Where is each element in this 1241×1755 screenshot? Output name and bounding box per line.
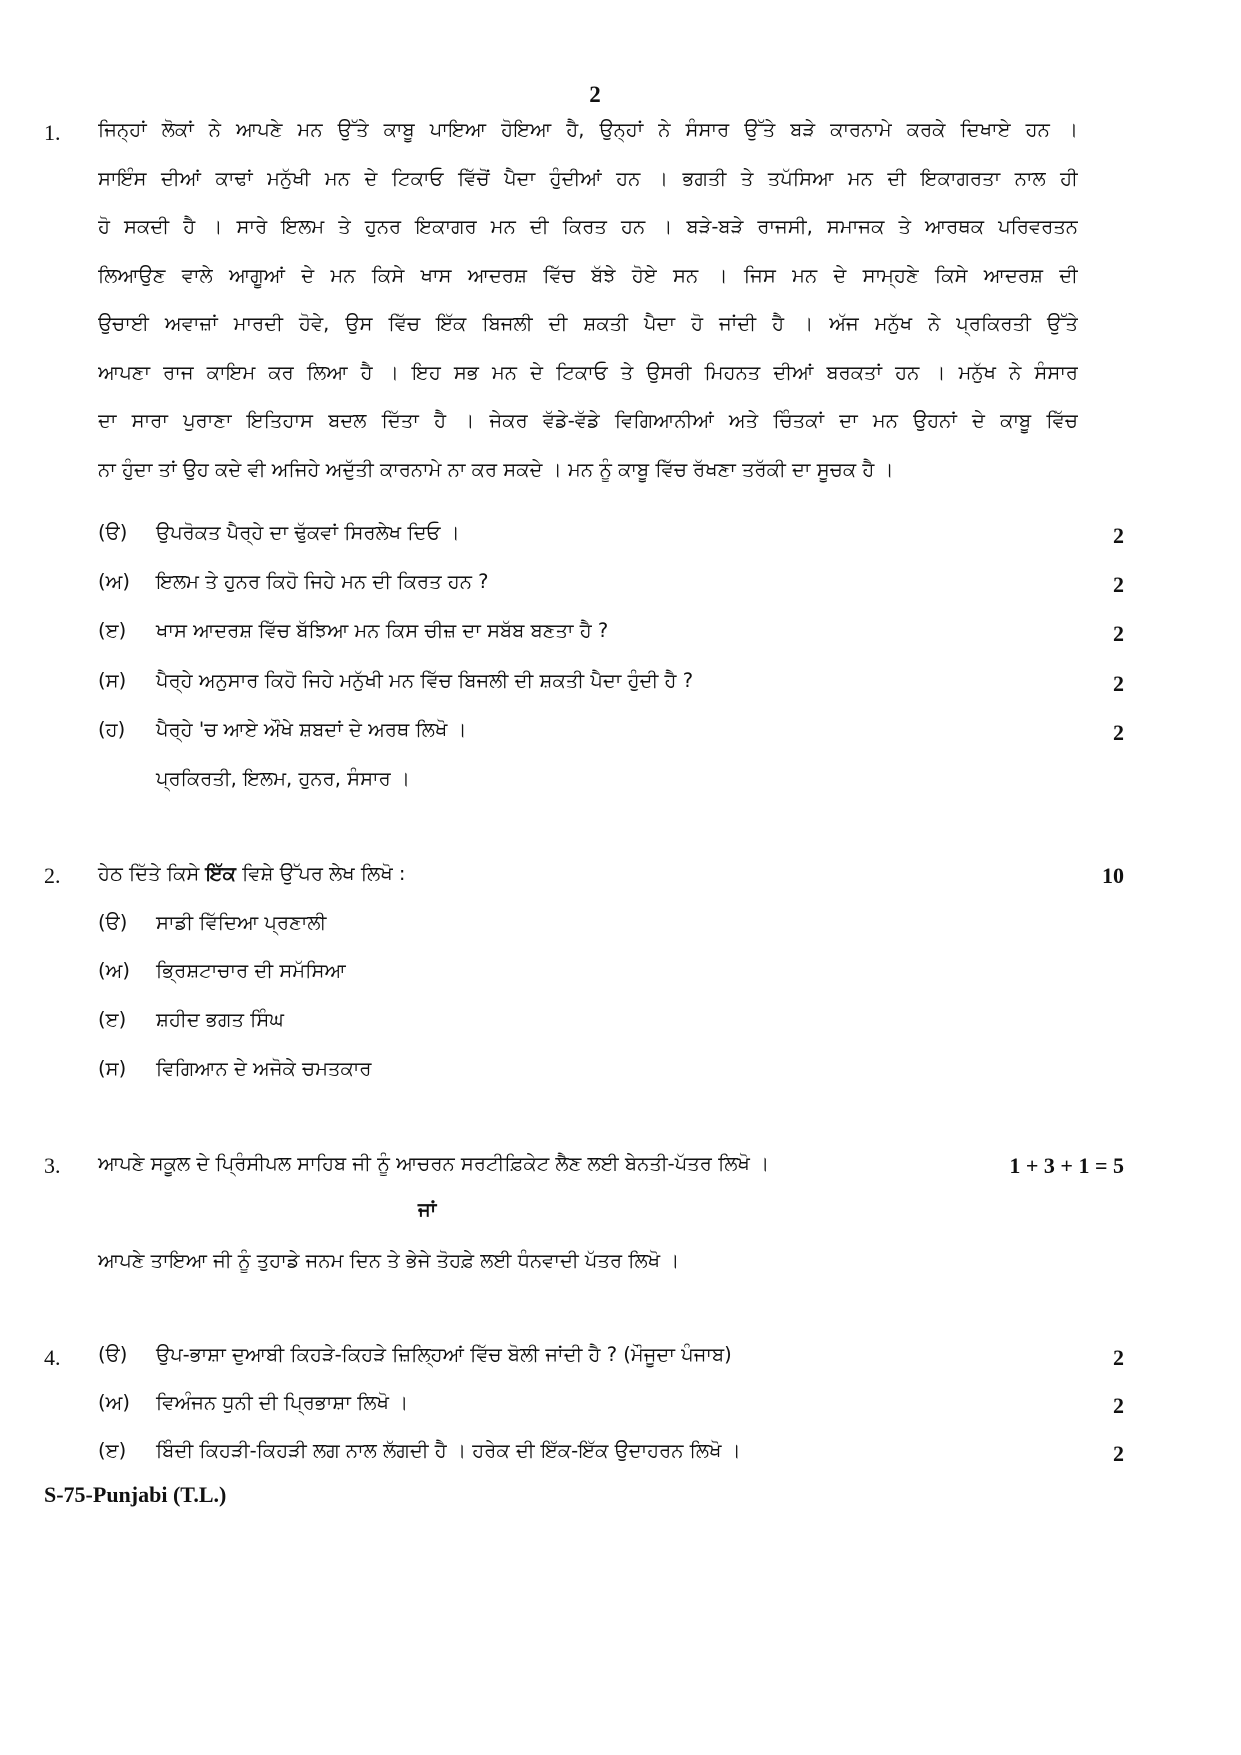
q1-sub-e: [98, 718, 467, 741]
question-3-number: 3.: [44, 1153, 61, 1178]
sub-text: ਖਾਸ ਆਦਰਸ਼ ਵਿੱਚ ਬੱਝਿਆ ਮਨ ਕਿਸ ਚੀਜ਼ ਦਾ ਸਬੱਬ ਬਣਤਾ ਹੈ ?: [156, 619, 609, 642]
question-3-alt-prompt: ਆਪਣੇ ਤਾਇਆ ਜੀ ਨੂੰ ਤੁਹਾਡੇ ਜਨਮ ਦਿਨ ਤੇ ਭੇਜੇ ਤੋਹਫ਼ੇ ਲਈ ਧੰਨਵਾਦੀ ਪੱਤਰ ਲਿਖੋ ।: [98, 1249, 680, 1272]
q1-sub-d: [98, 669, 693, 692]
q1-sub-a: [98, 521, 460, 544]
prompt-text: ਹੇਠ ਦਿੱਤੇ ਕਿਸੇ: [98, 862, 206, 885]
passage-line: ਦਾ ਸਾਰਾ ਪੁਰਾਣਾ ਇਤਿਹਾਸ ਬਦਲ ਦਿੱਤਾ ਹੈ । ਜੇਕਰ ਵੱਡੇ-ਵੱਡੇ ਵਿਗਿਆਨੀਆਂ ਅਤੇ ਚਿੰਤਕਾਂ ਦਾ ਮਨ ਉਹਨਾਂ ਦੇ ਕਾਬੂ ਵਿੱਚ: [98, 409, 1078, 432]
sub-text: ਬਿੰਦੀ ਕਿਹੜੀ-ਕਿਹੜੀ ਲਗ ਨਾਲ ਲੱਗਦੀ ਹੈ । ਹਰੇਕ ਦੀ ਇੱਕ-ਇੱਕ ਉਦਾਹਰਨ ਲਿਖੋ ।: [156, 1439, 741, 1462]
passage-line: ਜਿਨ੍ਹਾਂ ਲੋਕਾਂ ਨੇ ਆਪਣੇ ਮਨ ਉੱਤੇ ਕਾਬੂ ਪਾਇਆ ਹੋਇਆ ਹੈ, ਉਨ੍ਹਾਂ ਨੇ ਸੰਸਾਰ ਉੱਤੇ ਬੜੇ ਕਾਰਨਾਮੇ ਕਰਕੇ ਦਿਖਾਏ ਹਨ ।: [98, 118, 1078, 141]
sub-text: ਇਲਮ ਤੇ ਹੁਨਰ ਕਿਹੋ ਜਿਹੇ ਮਨ ਦੀ ਕਿਰਤ ਹਨ ?: [156, 570, 489, 593]
option-label: (ੲ): [98, 1008, 127, 1031]
q1-word-list: ਪ੍ਰਕਿਰਤੀ, ਇਲਮ, ਹੁਨਰ, ਸੰਸਾਰ ।: [156, 767, 411, 790]
q4-sub-b: [98, 1391, 408, 1414]
prompt-text: ਵਿਸ਼ੇ ਉੱਪਰ ਲੇਖ ਲਿਖੋ :: [235, 862, 406, 885]
option-text: ਸ਼ਹੀਦ ਭਗਤ ਸਿੰਘ: [156, 1008, 284, 1031]
sub-label: (ਅ): [98, 1391, 130, 1414]
q1-sub-c-marks: 2: [1113, 621, 1124, 646]
question-4-number: 4.: [44, 1345, 61, 1370]
q1-sub-b-marks: 2: [1113, 572, 1124, 597]
q1-sub-d-marks: 2: [1113, 671, 1124, 696]
q2-option-b: [98, 959, 346, 982]
sub-label: (ੲ): [98, 1439, 127, 1462]
q4-sub-a: [98, 1343, 732, 1366]
sub-text: ਉਪਰੋਕਤ ਪੈਰ੍ਹੇ ਦਾ ਢੁੱਕਵਾਂ ਸਿਰਲੇਖ ਦਿਓ ।: [156, 521, 460, 544]
question-3-marks: 1 + 3 + 1 = 5: [1009, 1153, 1124, 1178]
option-text: ਵਿਗਿਆਨ ਦੇ ਅਜੋਕੇ ਚਮਤਕਾਰ: [156, 1057, 372, 1080]
q4-sub-c-marks: 2: [1113, 1441, 1124, 1466]
q1-sub-c: [98, 619, 608, 642]
passage-line: ਸਾਇੰਸ ਦੀਆਂ ਕਾਢਾਂ ਮਨੁੱਖੀ ਮਨ ਦੇ ਟਿਕਾਓ ਵਿੱਚੋਂ ਪੈਦਾ ਹੁੰਦੀਆਂ ਹਨ । ਭਗਤੀ ਤੇ ਤਪੱਸਿਆ ਮਨ ਦੀ ਇਕਾਗਰਤਾ ਨਾਲ ਹੀ: [98, 166, 1078, 190]
option-label: (ਅ): [98, 959, 130, 982]
passage-line: ਹੋ ਸਕਦੀ ਹੈ । ਸਾਰੇ ਇਲਮ ਤੇ ਹੁਨਰ ਇਕਾਗਰ ਮਨ ਦੀ ਕਿਰਤ ਹਨ । ਬੜੇ-ਬੜੇ ਰਾਜਸੀ, ਸਮਾਜਕ ਤੇ ਆਰਥਕ ਪਰਿਵਰਤਨ: [98, 215, 1078, 238]
q2-option-c: [98, 1008, 284, 1031]
option-text: ਸਾਡੀ ਵਿੱਦਿਆ ਪ੍ਰਣਾਲੀ: [156, 911, 327, 934]
question-3-prompt: ਆਪਣੇ ਸਕੂਲ ਦੇ ਪ੍ਰਿੰਸੀਪਲ ਸਾਹਿਬ ਜੀ ਨੂੰ ਆਚਰਨ ਸਰਟੀਫ਼ਿਕੇਟ ਲੈਣ ਲਈ ਬੇਨਤੀ-ਪੱਤਰ ਲਿਖੋ ।: [98, 1152, 770, 1175]
sub-label: (ਅ): [98, 570, 130, 593]
paper-code-footer: S-75-Punjabi (T.L.): [44, 1482, 227, 1507]
question-2-prompt: [98, 862, 405, 886]
q2-option-d: [98, 1057, 371, 1080]
option-label: (ੳ): [98, 911, 128, 934]
sub-label: (ਸ): [98, 669, 127, 692]
option-text: ਭ੍ਰਿਸ਼ਟਾਚਾਰ ਦੀ ਸਮੱਸਿਆ: [156, 959, 346, 982]
sub-text: ਪੈਰ੍ਹੇ ਅਨੁਸਾਰ ਕਿਹੋ ਜਿਹੇ ਮਨੁੱਖੀ ਮਨ ਵਿੱਚ ਬਿਜਲੀ ਦੀ ਸ਼ਕਤੀ ਪੈਦਾ ਹੁੰਦੀ ਹੈ ?: [156, 669, 694, 692]
passage-line: ਨਾ ਹੁੰਦਾ ਤਾਂ ਉਹ ਕਦੇ ਵੀ ਅਜਿਹੇ ਅਦੁੱਤੀ ਕਾਰਨਾਮੇ ਨਾ ਕਰ ਸਕਦੇ । ਮਨ ਨੂੰ ਕਾਬੂ ਵਿੱਚ ਰੱਖਣਾ ਤਰੱਕੀ ਦਾ ਸੂਚਕ ਹੈ ।: [98, 457, 894, 481]
q2-option-a: [98, 911, 326, 934]
prompt-emphasis: ਇੱਕ: [205, 862, 236, 885]
sub-label: (ਹ): [98, 718, 126, 741]
sub-text: ਵਿਅੰਜਨ ਧੁਨੀ ਦੀ ਪ੍ਰਿਭਾਸ਼ਾ ਲਿਖੋ ।: [156, 1391, 409, 1414]
sub-text: ਪੈਰ੍ਹੇ 'ਚ ਆਏ ਔਖੇ ਸ਼ਬਦਾਂ ਦੇ ਅਰਥ ਲਿਖੋ ।: [156, 718, 467, 741]
or-separator: ਜਾਂ: [418, 1198, 437, 1221]
question-2-number: 2.: [44, 863, 61, 888]
option-label: (ਸ): [98, 1057, 127, 1080]
q1-sub-a-marks: 2: [1113, 523, 1124, 548]
passage-line: ਉਚਾਈ ਅਵਾਜ਼ਾਂ ਮਾਰਦੀ ਹੋਵੇ, ਉਸ ਵਿੱਚ ਇੱਕ ਬਿਜਲੀ ਦੀ ਸ਼ਕਤੀ ਪੈਦਾ ਹੋ ਜਾਂਦੀ ਹੈ । ਅੱਜ ਮਨੁੱਖ ਨੇ ਪ੍ਰਕਿਰਤੀ ਉੱਤੇ: [98, 312, 1078, 335]
q4-sub-a-marks: 2: [1113, 1345, 1124, 1370]
sub-label: (ੳ): [98, 1343, 128, 1366]
sub-label: (ੲ): [98, 619, 127, 642]
q1-sub-e-marks: 2: [1113, 720, 1124, 745]
q1-sub-b: [98, 570, 488, 593]
sub-label: (ੳ): [98, 521, 128, 544]
q4-sub-c: [98, 1439, 741, 1462]
sub-text: ਉਪ-ਭਾਸ਼ਾ ਦੁਆਬੀ ਕਿਹੜੇ-ਕਿਹੜੇ ਜ਼ਿਲ੍ਹਿਆਂ ਵਿੱਚ ਬੋਲੀ ਜਾਂਦੀ ਹੈ ? (ਮੌਜੂਦਾ ਪੰਜਾਬ): [156, 1343, 732, 1366]
question-1-number: 1.: [44, 120, 61, 145]
passage-line: ਲਿਆਉਣ ਵਾਲੇ ਆਗੂਆਂ ਦੇ ਮਨ ਕਿਸੇ ਖਾਸ ਆਦਰਸ਼ ਵਿੱਚ ਬੱਝੇ ਹੋਏ ਸਨ । ਜਿਸ ਮਨ ਦੇ ਸਾਮ੍ਹਣੇ ਕਿਸੇ ਆਦਰਸ਼ ਦੀ: [98, 263, 1078, 287]
page-number: 2: [589, 82, 601, 107]
passage-line: ਆਪਣਾ ਰਾਜ ਕਾਇਮ ਕਰ ਲਿਆ ਹੈ । ਇਹ ਸਭ ਮਨ ਦੇ ਟਿਕਾਓ ਤੇ ਉਸਰੀ ਮਿਹਨਤ ਦੀਆਂ ਬਰਕਤਾਂ ਹਨ । ਮਨੁੱਖ ਨੇ ਸੰਸਾਰ: [98, 360, 1078, 384]
question-1-passage: [98, 115, 1078, 503]
q4-sub-b-marks: 2: [1113, 1393, 1124, 1418]
question-2-marks: 10: [1102, 863, 1124, 888]
